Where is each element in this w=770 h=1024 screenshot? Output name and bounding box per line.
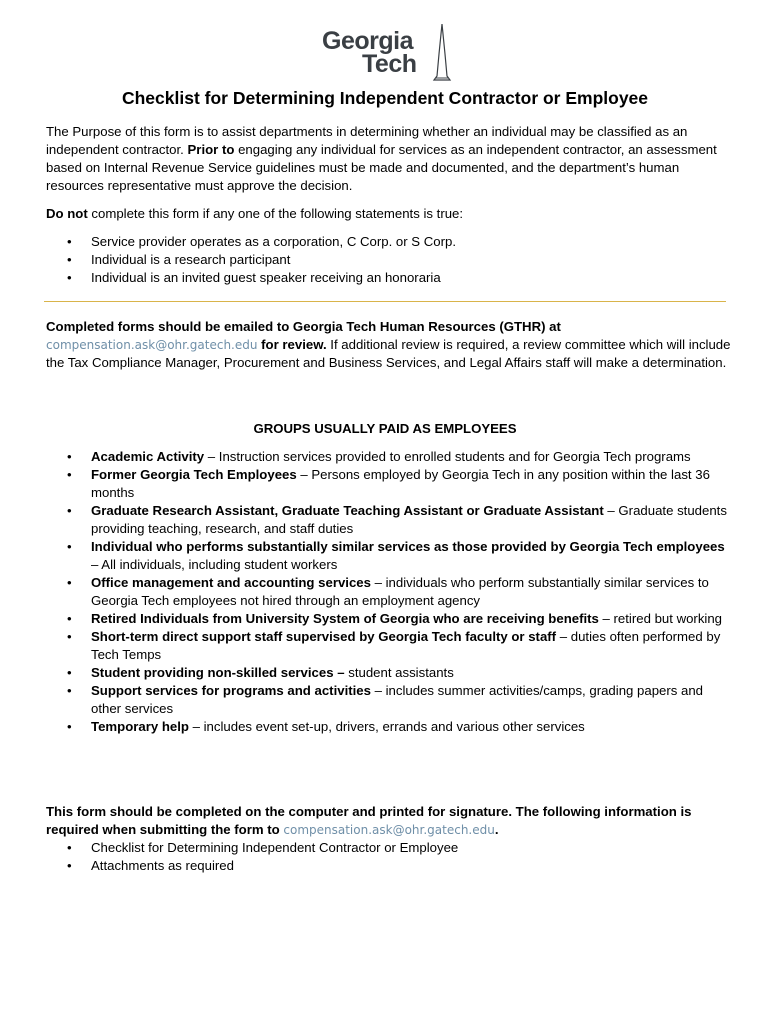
list-item: • Checklist for Determining Independent Contractor or Employee	[46, 839, 732, 857]
submission-section	[46, 803, 732, 875]
submission-bold-1: This form should be completed on the computer and printed for signature. The following information is required when submitting the form to	[46, 804, 692, 837]
list-item	[46, 664, 732, 682]
group-name: Student providing non-skilled services –	[91, 665, 345, 680]
tech-tower-spire-icon	[432, 24, 452, 82]
group-description: – Graduate students providing teaching, research, and staff duties	[91, 503, 727, 536]
list-item: • Attachments as required	[46, 857, 732, 875]
group-description: – retired but working	[598, 611, 723, 626]
purpose-text-2: engaging any individual for services as an independent contractor, an assessment based on Internal Revenue Service guidelines must be made and documented, and the department’s human resources representative must approve the decision.	[46, 142, 717, 193]
completed-forms-paragraph	[46, 318, 732, 372]
group-name: Short-term direct support staff supervised by Georgia Tech faculty or staff	[91, 629, 557, 644]
group-name: Temporary help	[91, 719, 189, 734]
submission-list	[46, 839, 732, 875]
group-name: Individual who performs substantially similar services as those provided by Georgia Tech employees	[91, 539, 725, 554]
group-name: Graduate Research Assistant, Graduate Teaching Assistant or Graduate Assistant	[91, 503, 604, 518]
do-not-bold: Do not	[46, 206, 88, 221]
logo-line-1: Georgia	[322, 27, 413, 55]
group-description: – includes event set-up, drivers, errands and various other services	[188, 719, 585, 734]
groups-section	[46, 448, 732, 736]
groups-list	[46, 448, 732, 736]
email-link[interactable]: compensation.ask@ohr.gatech.edu	[46, 338, 258, 352]
list-item: • Service provider operates as a corporation, C Corp. or S Corp.	[46, 233, 732, 251]
list-item: • Individual is a research participant	[46, 251, 732, 269]
completed-bold-1: Completed forms should be emailed to Georgia Tech Human Resources (GTHR) at	[46, 319, 561, 334]
list-item: • Individual is an invited guest speaker receiving an honoraria	[46, 269, 732, 287]
email-link[interactable]: compensation.ask@ohr.gatech.edu	[283, 823, 495, 837]
do-not-text: complete this form if any one of the following statements is true:	[87, 206, 464, 221]
submission-bold-2: .	[494, 822, 499, 837]
group-description: – All individuals, including student workers	[91, 557, 338, 572]
completed-bold-2: for review.	[257, 337, 327, 352]
list-item	[46, 574, 732, 610]
purpose-paragraph	[46, 123, 732, 195]
do-not-list	[46, 233, 732, 287]
completed-text: If additional review is required, a review committee which will include the Tax Compliance Manager, Procurement and Business Services, and Legal Affairs staff will make a determination.	[46, 337, 731, 370]
logo-line-2: Tech	[362, 50, 417, 78]
group-name: Academic Activity	[91, 449, 205, 464]
do-not-section	[46, 205, 732, 287]
group-description: – duties often performed by Tech Temps	[91, 629, 721, 662]
group-description: – includes summer activities/camps, grading papers and other services	[91, 683, 704, 716]
groups-heading: GROUPS USUALLY PAID AS EMPLOYEES	[253, 421, 517, 436]
group-description: – Instruction services provided to enrolled students and for Georgia Tech programs	[204, 449, 691, 464]
georgia-tech-logo	[322, 24, 452, 84]
list-item	[46, 610, 732, 628]
group-name: Support services for programs and activities	[91, 683, 371, 698]
group-name: Former Georgia Tech Employees	[91, 467, 297, 482]
group-description: – individuals who perform substantially similar services to Georgia Tech employees not hired through an employment agency	[91, 575, 709, 608]
list-item	[46, 718, 732, 736]
group-name: Retired Individuals from University System of Georgia who are receiving benefits	[91, 611, 599, 626]
list-item	[46, 538, 732, 574]
purpose-bold: Prior to	[187, 142, 235, 157]
divider	[44, 301, 726, 302]
group-name: Office management and accounting services	[91, 575, 371, 590]
list-item	[46, 448, 732, 466]
list-item	[46, 628, 732, 664]
list-item	[46, 502, 732, 538]
list-item	[46, 466, 732, 502]
page-title: Checklist for Determining Independent Contractor or Employee	[121, 88, 649, 108]
group-description: – Persons employed by Georgia Tech in any position within the last 36 months	[91, 467, 710, 500]
list-item	[46, 682, 732, 718]
group-description: student assistants	[344, 665, 454, 680]
purpose-text-1: The Purpose of this form is to assist departments in determining whether an individual may be classified as an independent contractor.	[46, 124, 688, 157]
